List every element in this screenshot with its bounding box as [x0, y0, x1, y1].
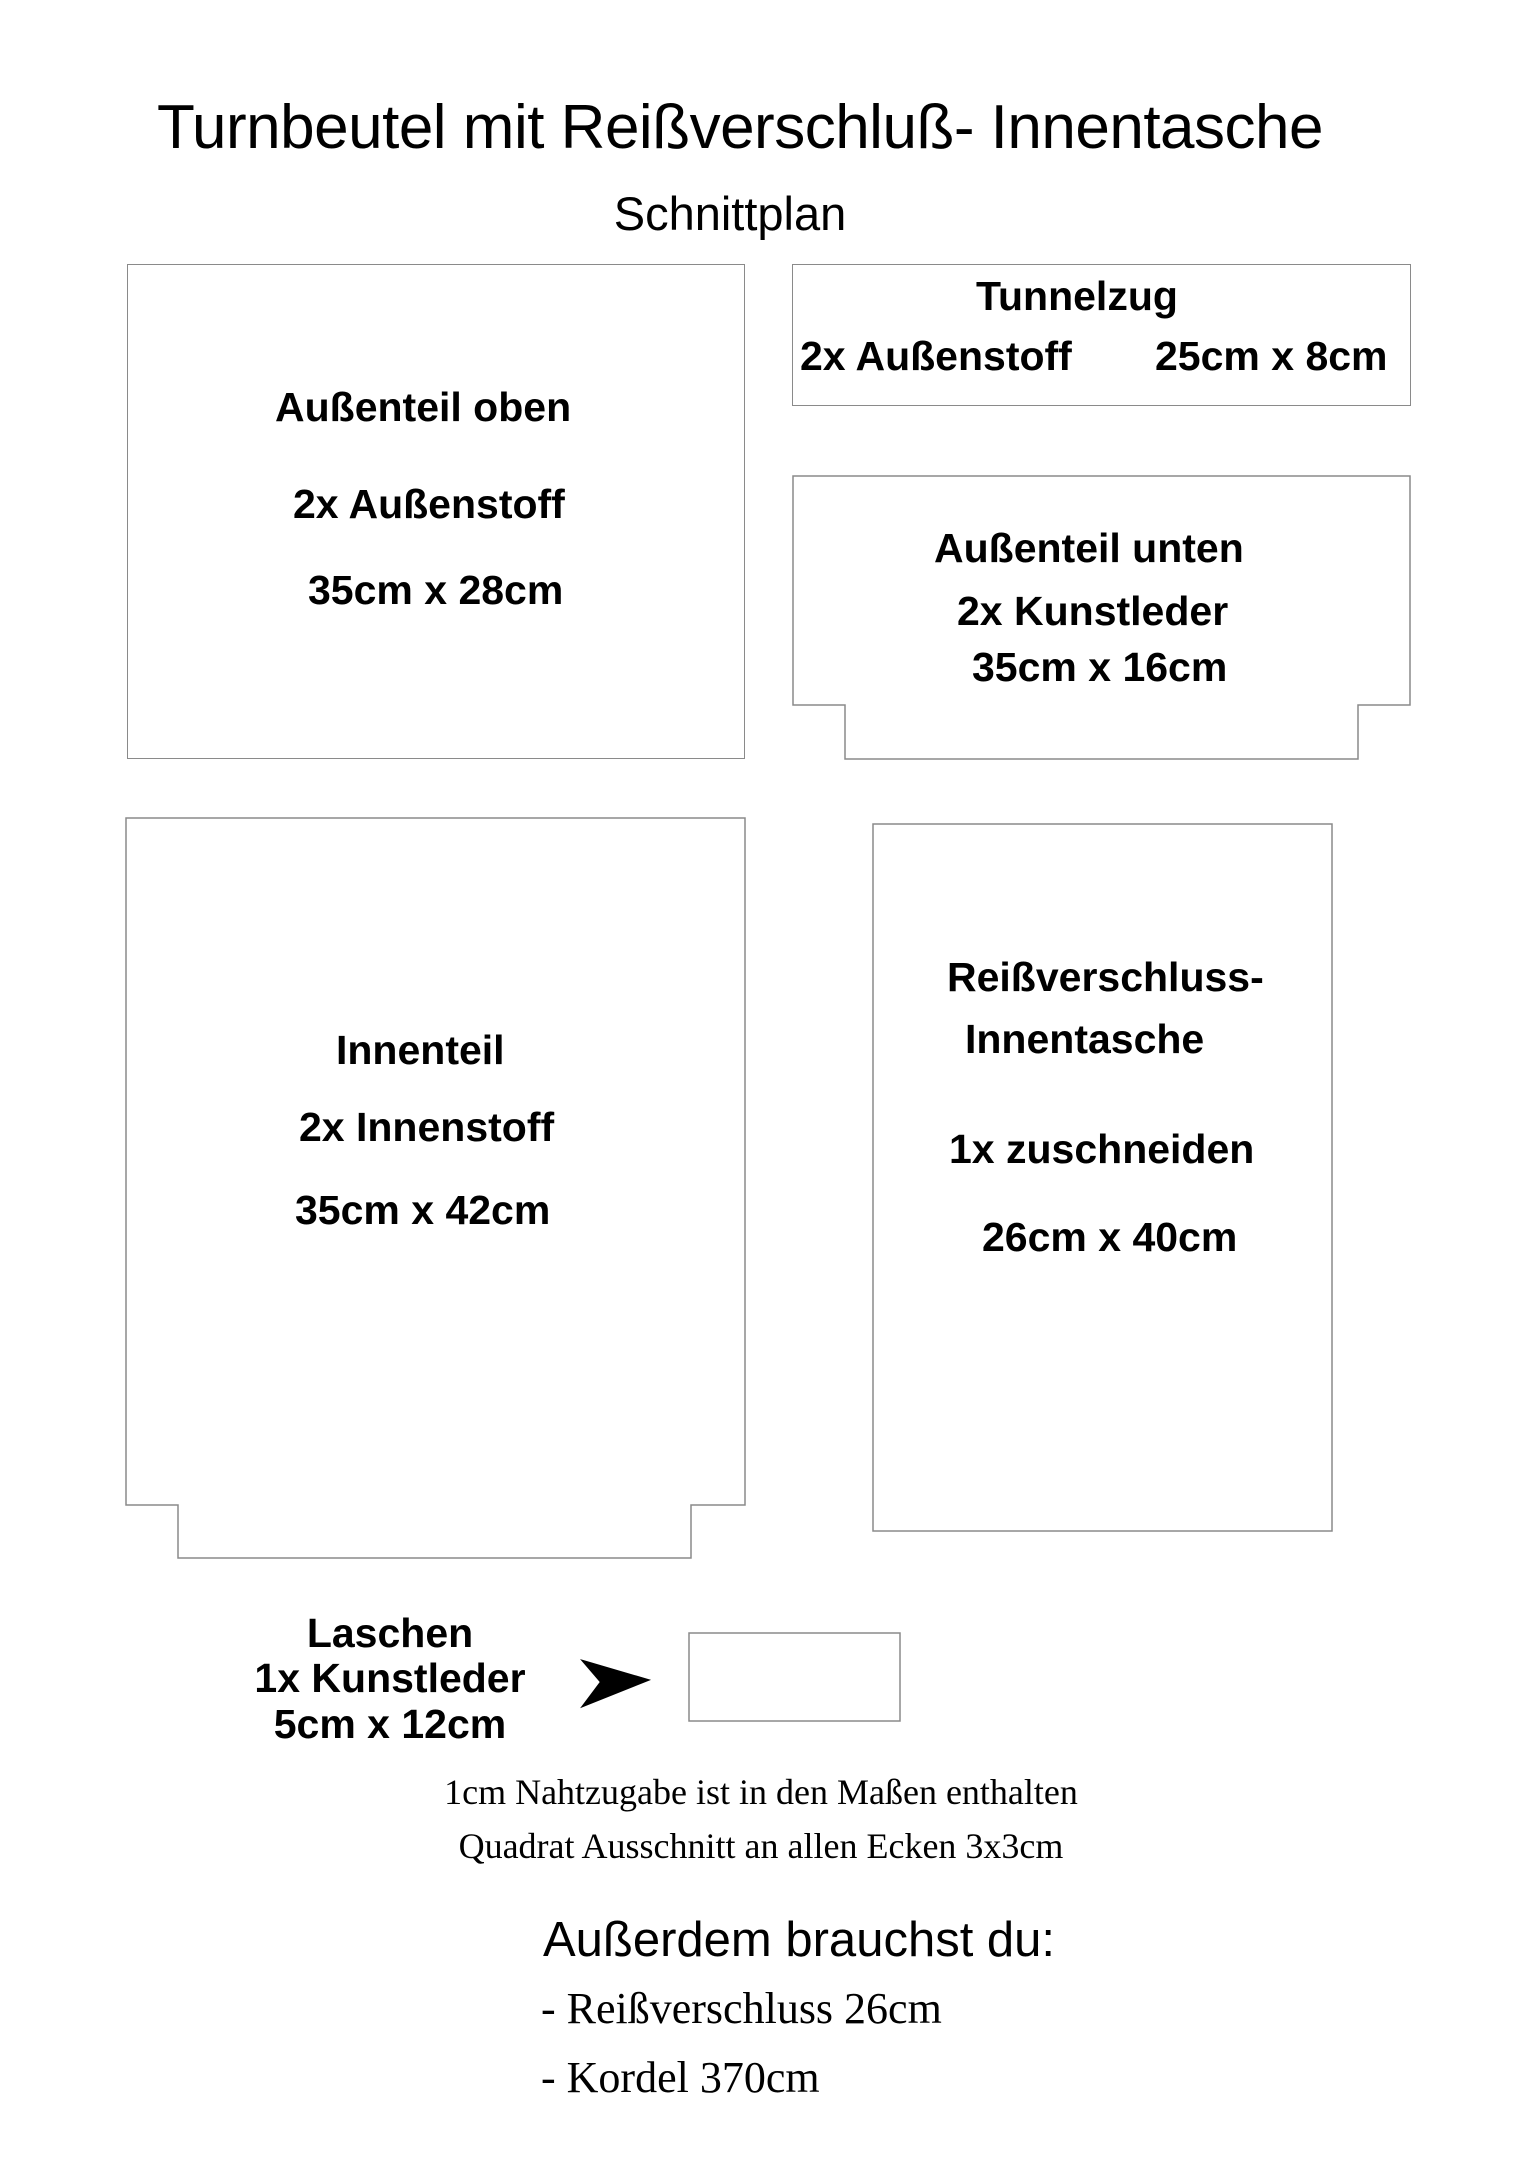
laschen-material: 1x Kunstleder — [254, 1655, 526, 1701]
innenteil-name: Innenteil — [336, 1027, 505, 1073]
extras-heading: Außerdem brauchst du: — [543, 1913, 1056, 1967]
note-seam-allowance: 1cm Nahtzugabe ist in den Maßen enthalten — [444, 1772, 1078, 1812]
page-subtitle: Schnittplan — [613, 187, 847, 240]
aussenteil-unten-name: Außenteil unten — [934, 525, 1244, 571]
arrow-icon — [583, 1661, 648, 1706]
aussenteil-oben-size: 35cm x 28cm — [308, 567, 564, 613]
laschen-name: Laschen — [306, 1610, 474, 1656]
innentasche-size: 26cm x 40cm — [982, 1214, 1238, 1260]
extras-item: - Kordel 370cm — [541, 2053, 820, 2102]
laschen-size: 5cm x 12cm — [273, 1701, 507, 1747]
innenteil-size: 35cm x 42cm — [295, 1187, 551, 1233]
aussenteil-unten-size: 35cm x 16cm — [972, 644, 1228, 690]
tunnelzug-name: Tunnelzug — [976, 273, 1178, 319]
note-corner-cutout: Quadrat Ausschnitt an allen Ecken 3x3cm — [458, 1826, 1064, 1866]
innentasche-name-line1: Reißverschluss- — [947, 954, 1264, 1000]
aussenteil-unten-material: 2x Kunstleder — [957, 588, 1229, 634]
tunnelzug-size: 25cm x 8cm — [1155, 333, 1388, 379]
page-title: Turnbeutel mit Reißverschluß- Innentasche — [156, 93, 1324, 162]
innenteil-material: 2x Innenstoff — [299, 1104, 555, 1150]
tunnelzug-material: 2x Außenstoff — [800, 333, 1072, 379]
piece-laschen — [689, 1633, 900, 1721]
piece-innentasche — [873, 824, 1332, 1531]
aussenteil-oben-name: Außenteil oben — [275, 384, 572, 430]
innentasche-material: 1x zuschneiden — [949, 1126, 1255, 1172]
extras-item: - Reißverschluss 26cm — [541, 1984, 942, 2033]
aussenteil-oben-material: 2x Außenstoff — [293, 481, 565, 527]
innentasche-name-line2: Innentasche — [965, 1016, 1205, 1062]
